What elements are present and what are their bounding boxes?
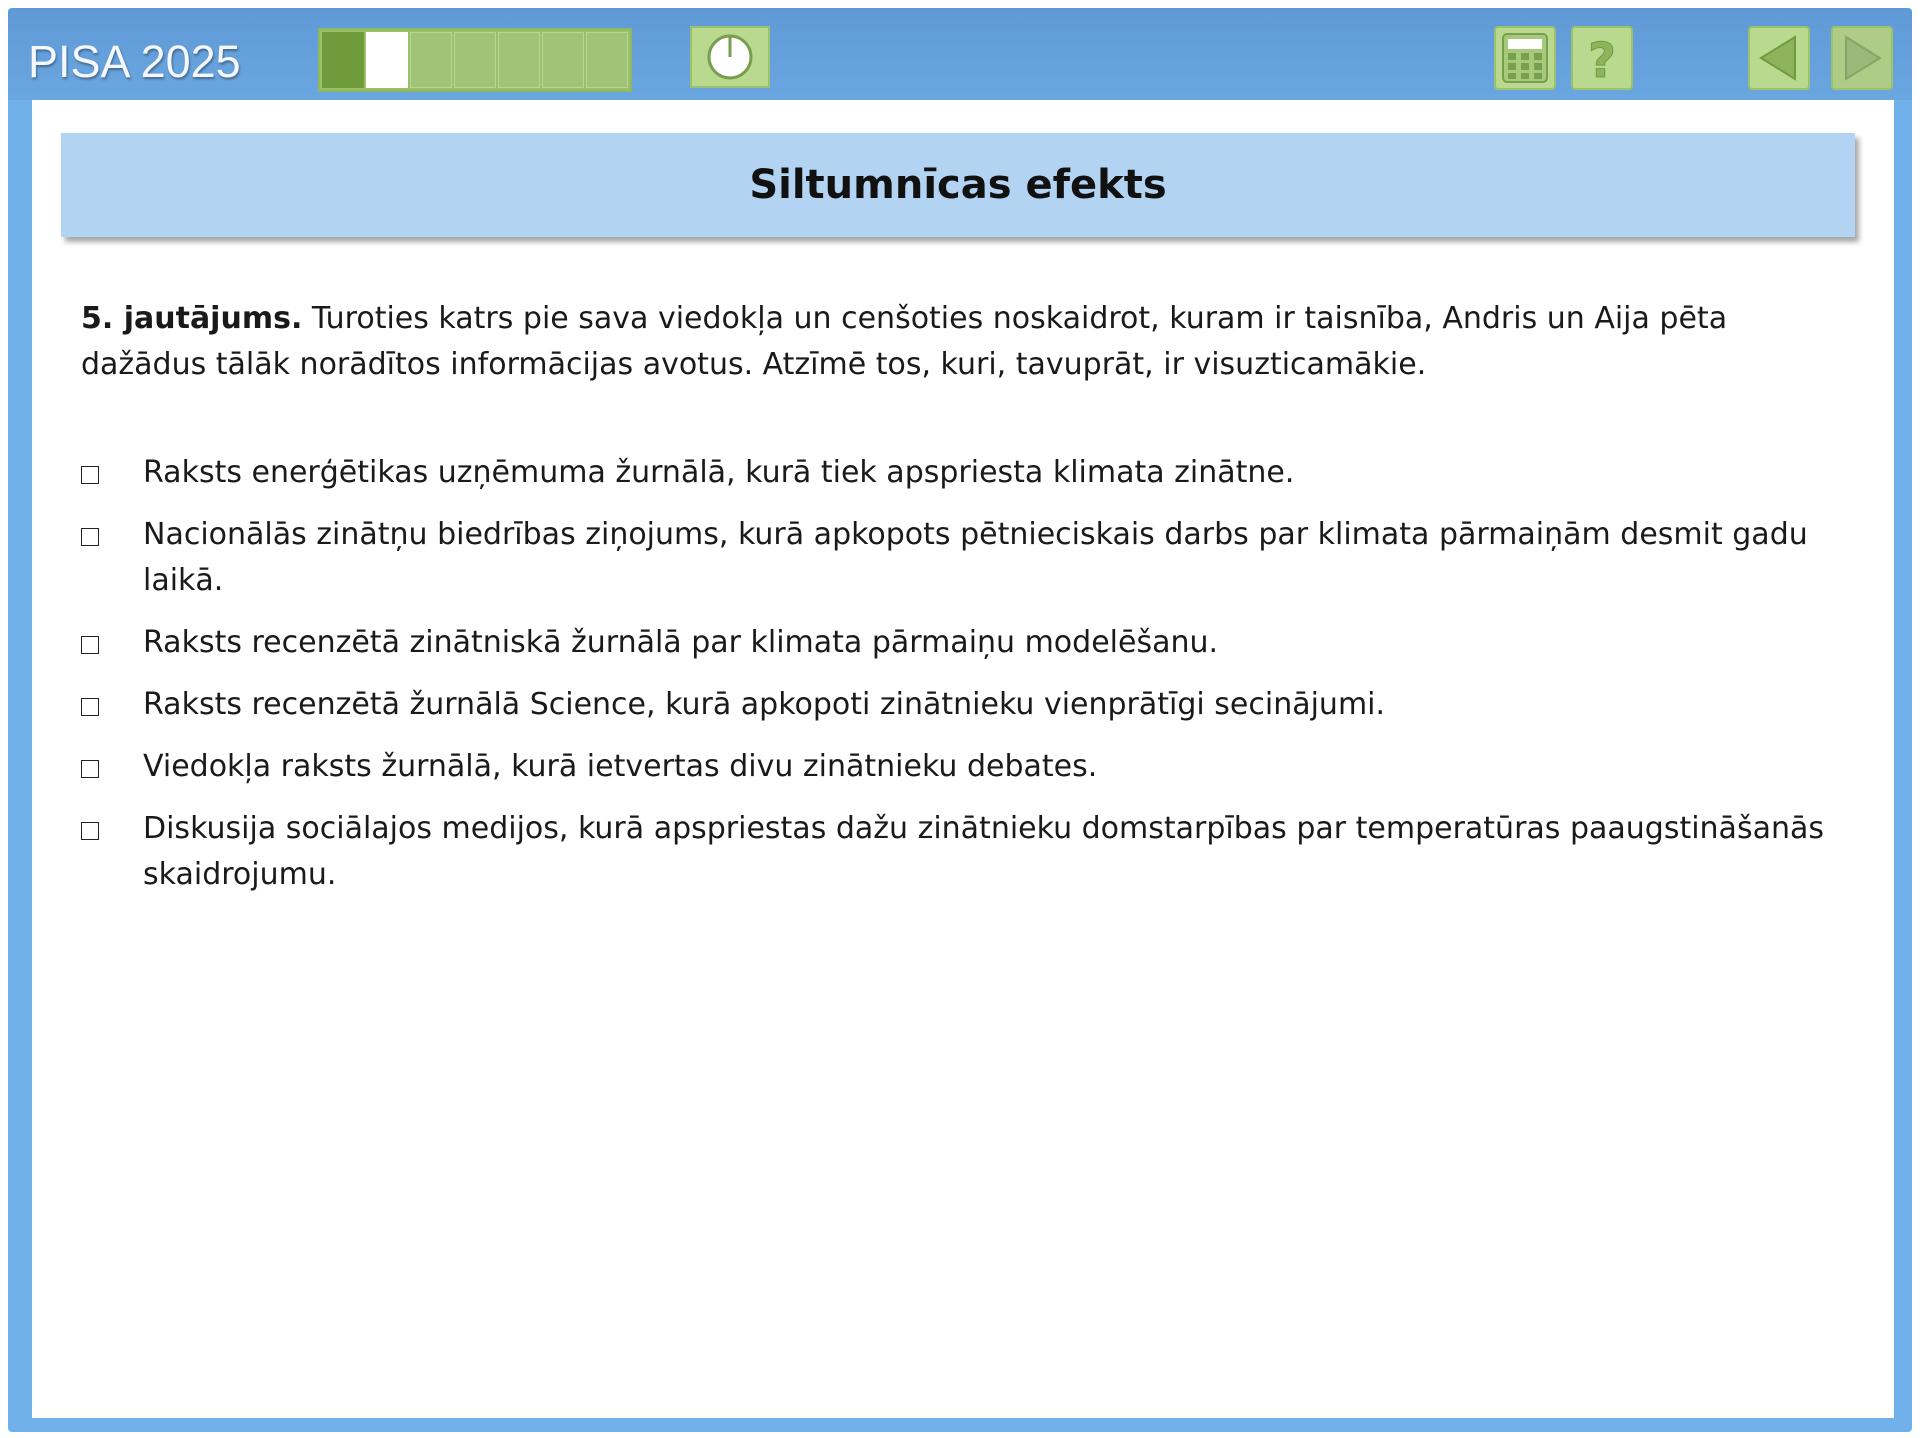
option-checkbox[interactable] [81,822,99,840]
option-label: Diskusija sociālajos medijos, kurā apspriestas dažu zinātnieku domstarpības par temperatūras paaugstināšanās skaidrojumu. [143,811,1824,892]
option-label: Raksts recenzētā žurnālā Science, kurā apkopoti zinātnieku vienprātīgi secinājumi. [143,687,1386,722]
option-item[interactable] [81,682,1861,728]
option-checkbox[interactable] [81,698,99,716]
brand-logo: PISA 2025 [28,36,241,87]
option-checkbox[interactable] [81,760,99,778]
progress-segment [366,32,408,88]
option-checkbox[interactable] [81,636,99,654]
back-button[interactable] [1748,26,1810,90]
page-title: Siltumnīcas efekts [749,162,1167,208]
option-item[interactable] [81,512,1861,604]
calculator-icon [1500,31,1550,85]
option-item[interactable] [81,806,1861,898]
option-label: Nacionālās zinātņu biedrības ziņojums, kurā apkopots pētnieciskais darbs par klimata pārmaiņām desmit gadu laikā. [143,517,1808,598]
help-button[interactable] [1571,26,1633,90]
option-checkbox[interactable] [81,528,99,546]
progress-segment [542,32,584,88]
back-arrow-icon [1755,33,1803,83]
svg-text:?: ? [1588,33,1616,85]
help-icon [1580,31,1624,85]
option-label: Raksts enerģētikas uzņēmuma žurnālā, kurā tiek apspriesta klimata zinātne. [143,455,1295,490]
answer-options [81,450,1861,914]
option-item[interactable] [81,744,1861,790]
option-checkbox[interactable] [81,466,99,484]
option-item[interactable] [81,450,1861,496]
progress-segment [322,32,364,88]
question-text: Turoties katrs pie sava viedokļa un cenšoties noskaidrot, kuram ir taisnība, Andris un Aija pēta dažādus tālāk norādītos informācijas avotus. Atzīmē tos, kuri, tavuprāt, ir visuzticamākie. [81,301,1728,382]
timer-icon [705,32,755,82]
progress-segment [410,32,452,88]
progress-segment [498,32,540,88]
question-prompt [81,296,1861,388]
progress-indicator [318,28,632,92]
unit-title-bar [61,133,1855,237]
progress-segment [454,32,496,88]
progress-segment [586,32,628,88]
question-label: 5. jautājums. [81,301,303,336]
calculator-button[interactable] [1494,26,1556,90]
next-arrow-icon [1838,33,1886,83]
option-label: Raksts recenzētā zinātniskā žurnālā par klimata pārmaiņu modelēšanu. [143,625,1219,660]
next-button[interactable] [1831,26,1893,90]
option-label: Viedokļa raksts žurnālā, kurā ietvertas divu zinātnieku debates. [143,749,1098,784]
timer-button[interactable] [690,26,770,88]
option-item[interactable] [81,620,1861,666]
